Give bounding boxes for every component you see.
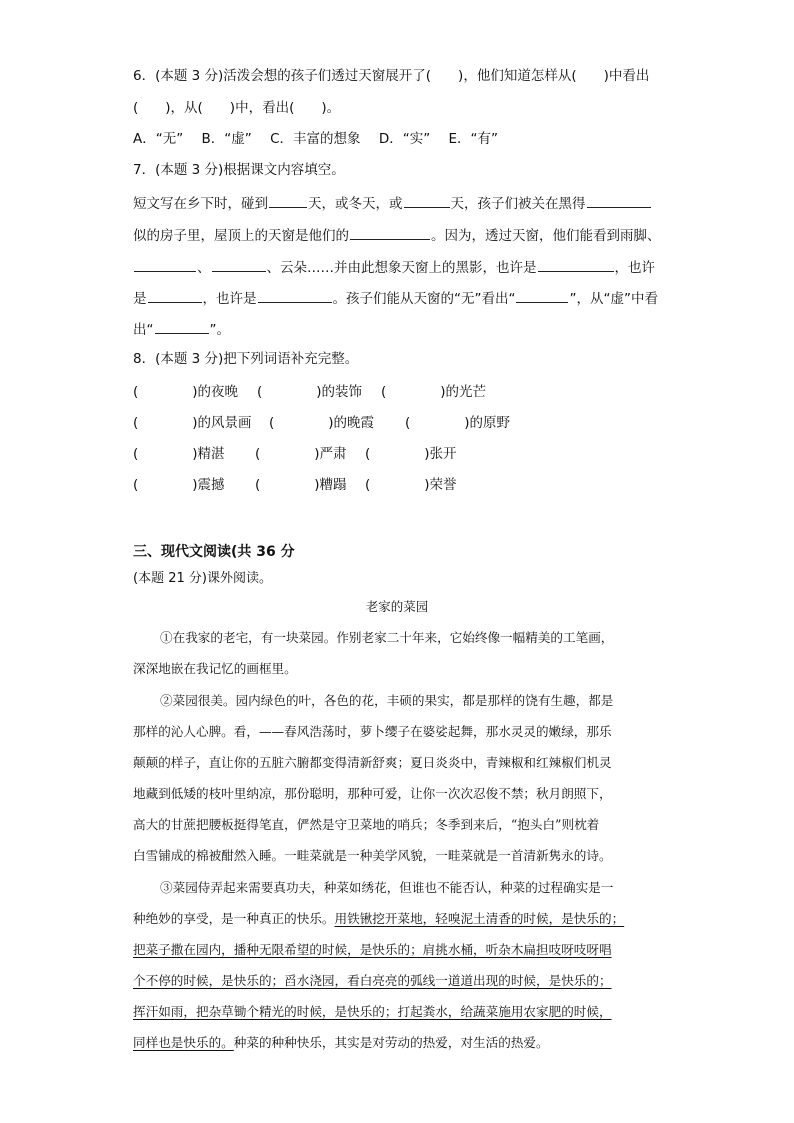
underlined-text: 同样也是快乐的。 — [133, 1035, 234, 1050]
section-heading: 三、现代文阅读(共 36 分 — [133, 544, 295, 560]
fill-blank[interactable] — [134, 256, 196, 272]
q7-text-line-3 — [133, 256, 655, 278]
q7-heading: 7．(本题 3 分)根据课文内容填空。 — [133, 162, 345, 178]
q8-word-blank[interactable]: ( )精湛 — [133, 446, 225, 462]
fill-blank[interactable] — [516, 287, 568, 303]
q7-text-line-1 — [133, 192, 652, 214]
passage-line — [133, 909, 624, 929]
passage-line: ②菜园很美。园内绿色的叶，各色的花，丰硕的果实，都是那样的饶有生趣，都是 — [160, 693, 614, 708]
passage-line: 高大的甘蔗把腰板挺得笔直，俨然是守卫菜地的哨兵；冬季到来后，“抱头白”则枕着 — [133, 817, 600, 832]
q8-word-blank[interactable]: ( )的夜晚 — [133, 384, 239, 400]
q6-option-e: E．“有” — [448, 131, 499, 147]
q7-text: 天，孩子们被关在黑得 — [450, 196, 586, 212]
q8-word-blank[interactable]: ( )的风景画 — [133, 415, 252, 431]
q6-option-c: C．丰富的想象 — [270, 131, 361, 147]
q7-text: 天，或冬天，或 — [308, 196, 403, 212]
fill-blank[interactable] — [538, 256, 614, 272]
passage-line: ③菜园侍弄起来需要真功夫，种菜如绣花，但谁也不能否认，种菜的过程确实是一 — [160, 880, 614, 895]
q8-word-blank[interactable]: ( )荣誉 — [365, 477, 457, 493]
q8-row-4 — [133, 473, 457, 493]
underlined-text: 把菜子撒在园内，播种无限希望的时候，是快乐的；肩挑水桶，听杂木扁担吱呀吱呀唱 — [133, 942, 612, 957]
q7-text: 短文写在乡下时，碰到 — [133, 196, 268, 212]
passage-line — [133, 1033, 549, 1053]
fill-blank[interactable] — [350, 224, 430, 240]
q7-text-line-2 — [133, 224, 661, 246]
q8-row-1 — [133, 380, 486, 400]
q8-row-3 — [133, 442, 457, 462]
q7-text-line-5 — [133, 318, 230, 340]
passage-line: 深深地嵌在我记忆的画框里。 — [133, 661, 297, 676]
q6-line-1: 6．(本题 3 分)活泼会想的孩子们透过天窗展开了( )，他们知道怎样从( )中看出 — [133, 68, 650, 84]
q7-text: ，也许 — [614, 260, 655, 276]
q6-option-a: A．“无” — [133, 131, 184, 147]
q7-text: 出“ — [133, 322, 154, 338]
fill-blank[interactable] — [587, 192, 651, 208]
q7-text: ”，从“虚”中看 — [569, 291, 658, 307]
q6-line-2: ( )，从( )中，看出( )。 — [133, 100, 341, 116]
fill-blank[interactable] — [212, 256, 266, 272]
fill-blank[interactable] — [404, 192, 450, 208]
q8-word-blank[interactable]: ( )的光芒 — [381, 384, 487, 400]
section-intro: (本题 21 分)课外阅读。 — [133, 571, 272, 586]
q8-word-blank[interactable]: ( )张开 — [365, 446, 457, 462]
fill-blank[interactable] — [258, 287, 332, 303]
q7-text: ，也许是 — [202, 291, 257, 307]
q7-text: 。因为，透过天窗，他们能看到雨脚、 — [431, 228, 661, 244]
q7-text: 、云朵……并由此想象天窗上的黑影，也许是 — [266, 260, 537, 276]
fill-blank[interactable] — [269, 192, 307, 208]
q8-word-blank[interactable]: ( )的装饰 — [257, 384, 363, 400]
q8-word-blank[interactable]: ( )震撼 — [133, 477, 225, 493]
q7-text: 似的房子里，屋顶上的天窗是他们的 — [133, 228, 349, 244]
q6-options — [133, 129, 512, 149]
passage-line: 地藏到低矮的枝叶里纳凉，那份聪明，那种可爱，让你一次次忍俊不禁；秋月朗照下， — [133, 786, 612, 801]
q6-option-d: D．“实” — [378, 131, 431, 147]
q6-option-b: B．“虚” — [201, 131, 252, 147]
q7-text: 。孩子们能从天窗的“无”看出“ — [332, 291, 516, 307]
passage-line: ①在我家的老宅，有一块菜园。作别老家二十年来，它始终像一幅精美的工笔画， — [160, 630, 614, 645]
passage-line: 那样的沁人心脾。看，——春风浩荡时，萝卜缨子在婆娑起舞，那水灵灵的嫩绿，那乐 — [133, 724, 612, 739]
q8-word-blank[interactable]: ( )糟蹋 — [255, 477, 347, 493]
passage-text: 种绝妙的享受，是一种真正的快乐。 — [133, 911, 335, 926]
passage-line: 白雪铺成的棉被酣然入睡。一畦菜就是一种美学风貌，一畦菜就是一首清新隽永的诗。 — [133, 848, 612, 863]
q8-heading: 8．(本题 3 分)把下列词语补充完整。 — [133, 351, 359, 367]
q8-row-2 — [133, 411, 510, 431]
passage-title: 老家的菜园 — [365, 599, 429, 614]
q7-text: 是 — [133, 291, 147, 307]
fill-blank[interactable] — [148, 287, 202, 303]
q7-text-line-4 — [133, 287, 658, 309]
q8-word-blank[interactable]: ( )的晚霞 — [269, 415, 375, 431]
q8-word-blank[interactable]: ( )的原野 — [405, 415, 511, 431]
underlined-text: 用铁锹挖开菜地，轻嗅泥土清香的时候，是快乐的； — [334, 911, 625, 926]
fill-blank[interactable] — [155, 318, 209, 334]
underlined-text: 个不停的时候，是快乐的；舀水浇园，看白亮亮的弧线一道道出现的时候，是快乐的； — [133, 973, 612, 988]
underlined-text: 挥汗如雨，把杂草锄个精光的时候，是快乐的；打起粪水，给蔬菜施用农家肥的时候， — [133, 1004, 612, 1019]
q8-word-blank[interactable]: ( )严肃 — [255, 446, 347, 462]
passage-text: 种菜的种种快乐，其实是对劳动的热爱，对生活的热爱。 — [233, 1035, 549, 1050]
passage-line: 颠颠的样子，直让你的五脏六腑都变得清新舒爽；夏日炎炎中，青辣椒和红辣椒们机灵 — [133, 755, 612, 770]
q7-text: ”。 — [209, 322, 230, 338]
q7-text: 、 — [197, 260, 211, 276]
